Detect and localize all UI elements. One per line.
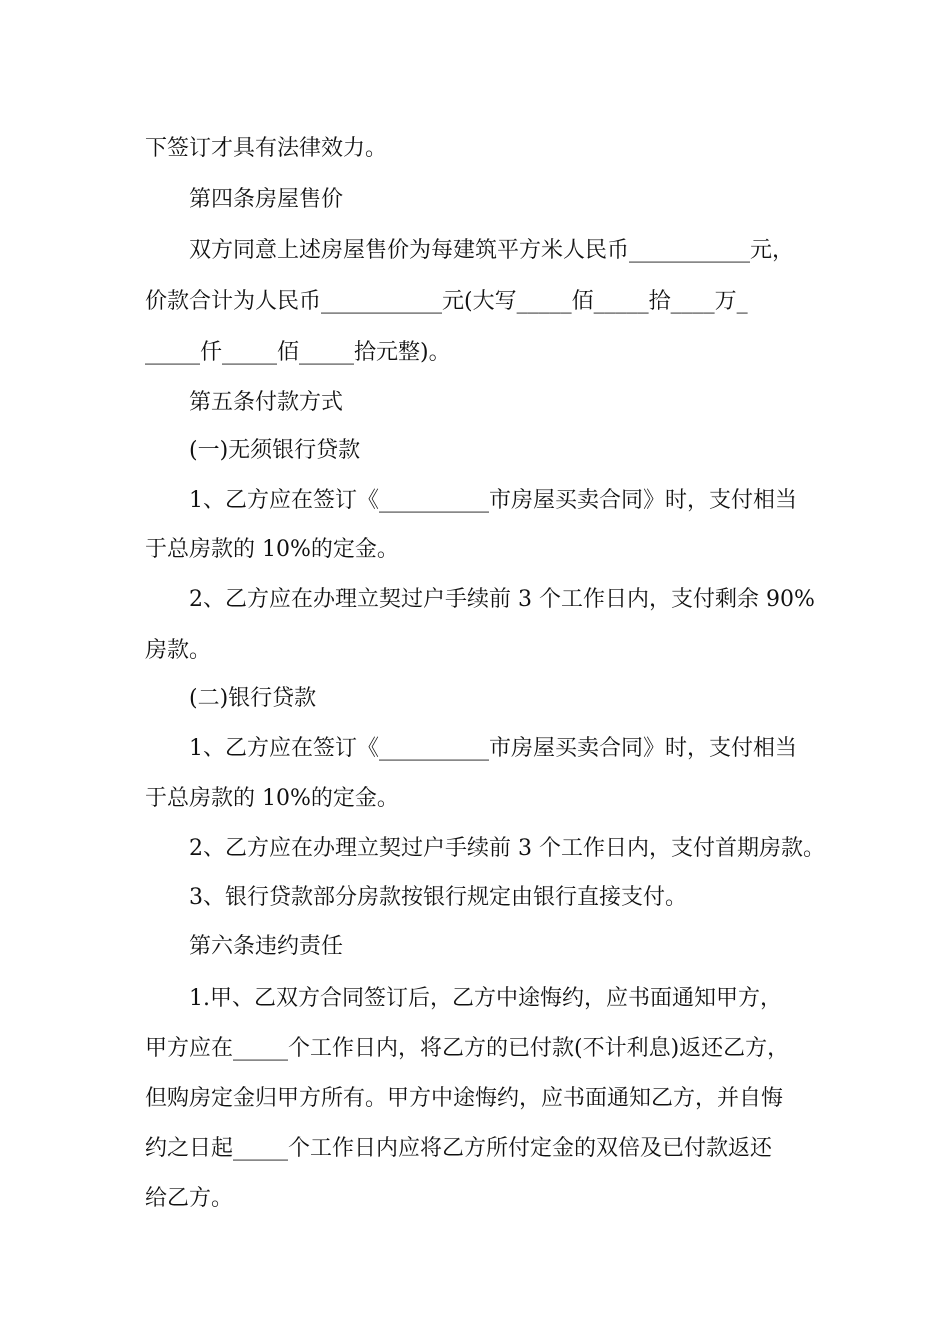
section-heading-5: 第五条付款方式 [189,390,344,415]
text-line: _____仟_____佰_____拾元整)。 [145,340,451,365]
section-heading-6: 第六条违约责任 [189,934,344,959]
text-line: 约之日起_____个工作日内应将乙方所付定金的双倍及已付款返还 [145,1136,773,1161]
text-line: 2、乙方应在办理立契过户手续前 3 个工作日内，支付剩余 90% [189,587,815,612]
text-line: 价款合计为人民币___________元(大写_____佰_____拾____万_ [145,289,748,314]
text-line: 房款。 [145,638,212,663]
text-line: 给乙方。 [145,1186,234,1211]
text-line: 2、乙方应在办理立契过户手续前 3 个工作日内，支付首期房款。 [189,836,825,861]
text-line: 1.甲、乙双方合同签订后，乙方中途悔约，应书面通知甲方， [189,986,782,1011]
text-line: 双方同意上述房屋售价为每建筑平方米人民币___________元， [189,238,795,263]
text-line: 但购房定金归甲方所有。甲方中途悔约，应书面通知乙方，并自悔 [145,1086,784,1111]
text-line: 甲方应在_____个工作日内，将乙方的已付款(不计利息)返还乙方， [145,1036,790,1061]
section-heading-4: 第四条房屋售价 [189,187,344,212]
text-line: 于总房款的 10%的定金。 [145,786,399,811]
text-line: 3、银行贷款部分房款按银行规定由银行直接支付。 [189,885,687,910]
subsection-heading: (一)无须银行贷款 [189,438,361,463]
text-line: 1、乙方应在签订《__________市房屋买卖合同》时，支付相当 [189,488,797,513]
subsection-heading: (二)银行贷款 [189,686,317,711]
text-line: 下签订才具有法律效力。 [145,136,388,161]
text-line: 1、乙方应在签订《__________市房屋买卖合同》时，支付相当 [189,736,797,761]
text-line: 于总房款的 10%的定金。 [145,537,399,562]
